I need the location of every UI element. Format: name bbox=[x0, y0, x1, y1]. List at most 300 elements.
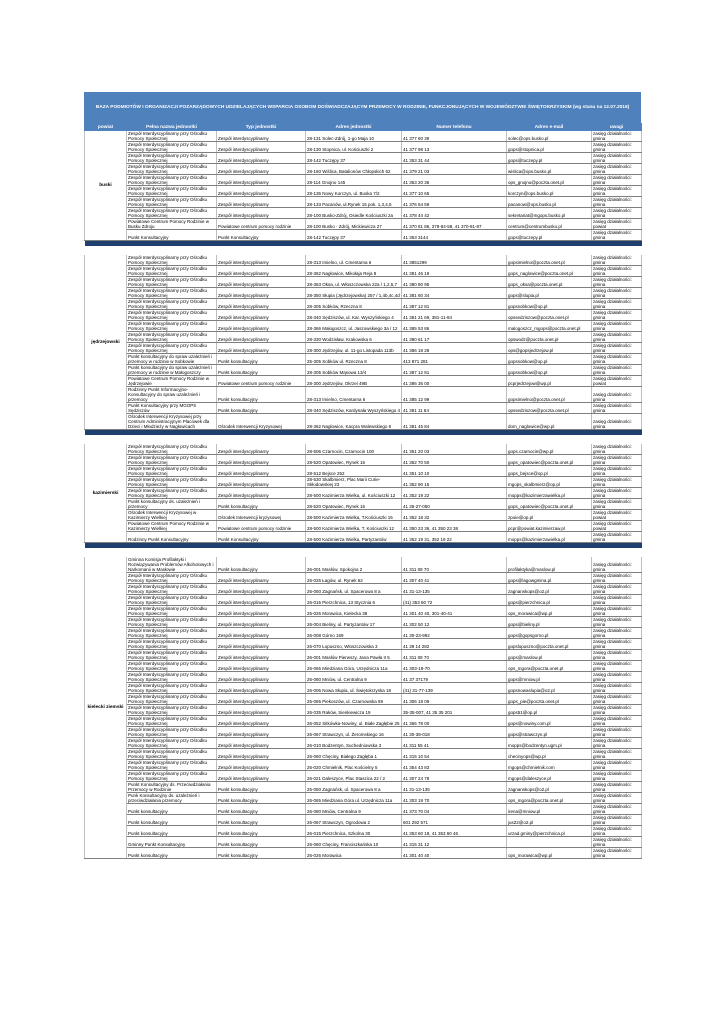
cell-notes: zasięg działalności: gmina bbox=[592, 782, 642, 793]
cell-email: gops51@op.pl bbox=[507, 705, 592, 716]
cell-address: 26-001 Masłów Pierwszy, Jana Pawła II 5 bbox=[306, 650, 402, 661]
cell-name: Zespół Interdyscyplinarny przy Ośrodku Pomocy Społecznej bbox=[127, 266, 217, 277]
group-gap bbox=[85, 246, 642, 255]
cell-name: Punkt Konsultacyjny ds. Przeciwdziałania Przemocy w Rodzinie bbox=[127, 782, 217, 793]
cell-notes: zasięg działalności: gmina bbox=[592, 354, 642, 365]
cell-name: Punkt konsultacyjny bbox=[127, 815, 217, 826]
cell-phone: 41 352 18 32 bbox=[402, 510, 507, 521]
cell-email: solec@ops.busko.pl bbox=[507, 131, 592, 142]
table-row bbox=[85, 716, 642, 727]
table-row bbox=[85, 628, 642, 639]
cell-powiat: buski bbox=[85, 131, 127, 241]
cell-type: Punkt Konsultacyjny bbox=[217, 230, 306, 241]
cell-email: gopsimielno@poczta.onet.pl bbox=[507, 255, 592, 266]
cell-notes: zasięg działalności: gmina bbox=[592, 793, 642, 804]
cell-address: 26-065 Piekoszów, ul. Czarnowska 59 bbox=[306, 694, 402, 705]
cell-address: 28-520 Opatowiec, Rynek 16 bbox=[306, 499, 402, 510]
cell-email: wislica@ops.busko.pl bbox=[507, 164, 592, 175]
cell-email: zpoie@op.pl bbox=[507, 510, 592, 521]
cell-email: mgops@chmielnik.com bbox=[507, 760, 592, 771]
cell-notes: zasięg działalności: gmina bbox=[592, 403, 642, 414]
cell-notes: zasięg działalności: gmina bbox=[592, 837, 642, 848]
cell-notes: zasięg działalności: gmina bbox=[592, 321, 642, 332]
cell-name: Zespół Interdyscyplinarny przy Ośrodku Pomocy Społecznej bbox=[127, 771, 217, 782]
cell-name: Zespół Interdyscyplinarny przy Ośrodku Pomocy Społecznej bbox=[127, 455, 217, 466]
cell-notes: zasięg działalności: gmina bbox=[592, 727, 642, 738]
header-address: Adres jednostki bbox=[306, 124, 402, 131]
cell-notes: zasięg działalności: powiat bbox=[592, 521, 642, 532]
cell-email: gops@tuczepy.pl bbox=[507, 153, 592, 164]
cell-type: Zespół interdyscyplinarny bbox=[217, 321, 306, 332]
cell-type: Zespół interdyscyplinarny bbox=[217, 650, 306, 661]
cell-email: gops@tuczepy.pl bbox=[507, 230, 592, 241]
cell-notes: zasięg działalności: gmina bbox=[592, 628, 642, 639]
cell-phone: (41) 353 60 72 bbox=[402, 595, 507, 606]
table-row bbox=[85, 639, 642, 650]
cell-phone: 41 306 18 09 bbox=[402, 694, 507, 705]
cell-type: Ośrodek Interwencji kryzysowej bbox=[217, 510, 306, 521]
table-row bbox=[85, 532, 642, 543]
cell-phone: 41 303 19 70 bbox=[402, 793, 507, 804]
cell-notes: zasięg działalności: powiat bbox=[592, 219, 642, 230]
cell-type: Zespół interdyscyplinarny bbox=[217, 466, 306, 477]
table-row bbox=[85, 727, 642, 738]
cell-address: 28-133 Pacanów, ul.Rynek 15 pok. 1,3,4,5 bbox=[306, 197, 402, 208]
table-row bbox=[85, 584, 642, 595]
cell-notes: zasięg działalności: gmina bbox=[592, 499, 642, 510]
cell-type: Zespół interdyscyplinarny bbox=[217, 153, 306, 164]
table-row bbox=[85, 444, 642, 455]
cell-phone: 41 385 53 86 bbox=[402, 321, 507, 332]
cell-address: 26-006 Nowa Słupia, ul. Świętokrzyska 18 bbox=[306, 683, 402, 694]
cell-notes: zasięg działalności: gmina bbox=[592, 387, 642, 403]
cell-name: Zespół Interdyscyplinarny przy Ośrodku Pomocy Społecznej bbox=[127, 584, 217, 595]
cell-name: Punkt konsultacyjny bbox=[127, 804, 217, 815]
cell-address: 28-366 Małogoszcz, ul. Jaszowskiego 3a / 12 bbox=[306, 321, 402, 332]
cell-email: gops@strawczyn.pl bbox=[507, 727, 592, 738]
cell-notes: zasięg działalności: gmina bbox=[592, 617, 642, 628]
cell-notes: zasięg działalności: gmina bbox=[592, 477, 642, 488]
cell-address: 28-100 Busko-Zdrój, Osiedle Kościuszki 2a bbox=[306, 208, 402, 219]
table-row bbox=[85, 837, 642, 848]
cell-address: 26-004 Bieliny, ul. Partyzantów 17 bbox=[306, 617, 402, 628]
cell-notes: zasięg działalności: gmina bbox=[592, 683, 642, 694]
cell-type: Zespół interdyscyplinarny bbox=[217, 716, 306, 727]
table-row bbox=[85, 804, 642, 815]
table-row bbox=[85, 288, 642, 299]
cell-name: Zespół Interdyscyplinarny przy Ośrodku Pomocy Społecznej bbox=[127, 672, 217, 683]
cell-phone: 41 311 08 70 bbox=[402, 650, 507, 661]
cell-notes: zasięg działalności: powiat bbox=[592, 376, 642, 387]
cell-email: gopslopuszno@poczta.onet.pl bbox=[507, 639, 592, 650]
cell-phone: 41 381 11 84 bbox=[402, 403, 507, 414]
cell-address: 26-050 Zagnańsk, ul. Spacerowa 8 a bbox=[306, 782, 402, 793]
cell-name: Gminny Punkt Konsultacyjny bbox=[127, 837, 217, 848]
cell-phone: 41 353 31 44 bbox=[402, 153, 507, 164]
cell-name: Zespół Interdyscyplinarny przy Ośrodku Pomocy Społecznej bbox=[127, 175, 217, 186]
cell-name: Zespół Interdyscyplinarny przy Ośrodku Pomocy Społecznej bbox=[127, 255, 217, 266]
cell-phone: 41 377 60 39 bbox=[402, 131, 507, 142]
cell-email: gopssobkow@op.pl bbox=[507, 354, 592, 365]
cell-notes: zasięg działalności: gmina bbox=[592, 466, 642, 477]
table-row bbox=[85, 230, 642, 241]
cell-type: Zespół interdyscyplinarny bbox=[217, 197, 306, 208]
cell-email: malogoszcz_mgops@poczta.onet.pl bbox=[507, 321, 592, 332]
cell-email: gops@bieliny.pl bbox=[507, 617, 592, 628]
cell-notes: zasięg działalności: gmina bbox=[592, 365, 642, 376]
cell-type: Zespół interdyscyplinarny bbox=[217, 186, 306, 197]
cell-type: Zespół interdyscyplinarny bbox=[217, 142, 306, 153]
cell-email: ops_morawica@wp.pl bbox=[507, 848, 592, 859]
table-row bbox=[85, 771, 642, 782]
cell-email: zagnanskops@o2.pl bbox=[507, 782, 592, 793]
cell-notes: zasięg działalności: gmina bbox=[592, 606, 642, 617]
header-notes: uwagi bbox=[592, 124, 642, 131]
cell-address: 28-362 Nagłowice, Kacpra Walewskiego 6 bbox=[306, 414, 402, 430]
cell-name: Zespół Interdyscyplinarny przy Ośrodku Pomocy Społecznej bbox=[127, 186, 217, 197]
cell-address: 28-512 Bejsce 252 bbox=[306, 466, 402, 477]
cell-notes: zasięg działalności: gmina bbox=[592, 175, 642, 186]
table-row bbox=[85, 255, 642, 266]
cell-phone: 41 378 44 42 bbox=[402, 208, 507, 219]
cell-email: opssedziszow@poczta.onet.pl bbox=[507, 403, 592, 414]
cell-notes: zasięg działalności: gmina bbox=[592, 716, 642, 727]
cell-notes: zasięg działalności: gmina bbox=[592, 488, 642, 499]
cell-type: Zespół interdyscyplinarny bbox=[217, 628, 306, 639]
table-row bbox=[85, 387, 642, 403]
table-row bbox=[85, 848, 642, 859]
table-row bbox=[85, 595, 642, 606]
cell-phone: 41 3851299 bbox=[402, 255, 507, 266]
table-row bbox=[85, 760, 642, 771]
cell-address: 26-021 Daleszyce, Plac Staszica 22 / 2 bbox=[306, 771, 402, 782]
cell-address: 28-363 Oksa, ul. Włoszczowska 22a / 1,2,5,7 bbox=[306, 277, 402, 288]
cell-notes: zasięg działalności: gmina bbox=[592, 595, 642, 606]
cell-type: Zespół interdyscyplinarny bbox=[217, 573, 306, 584]
cell-email: mopps@bodzentyn.ugm.pl bbox=[507, 738, 592, 749]
cell-phone: 41 370 81 86, 378-84-58, 41 370-81-87 bbox=[402, 219, 507, 230]
cell-name: Powiatowe Centrum Pomocy Rodzinie w Busku Zdroju bbox=[127, 219, 217, 230]
cell-notes: zasięg działalności: gmina bbox=[592, 694, 642, 705]
cell-email: gops@pierzchnica.pl bbox=[507, 595, 592, 606]
cell-name: Zespół Interdyscyplinarny przy Ośrodku Pomocy Społecznej bbox=[127, 142, 217, 153]
cell-address: 28-340 Sędziszów, ul. Kar. Wyszyńskiego 4 bbox=[306, 310, 402, 321]
cell-notes: zasięg działalności: gmina bbox=[592, 848, 642, 859]
cell-address: 26-015 Pierzchnica, 13 Stycznia 6 bbox=[306, 595, 402, 606]
cell-powiat: kielecki ziemski bbox=[85, 557, 127, 859]
cell-email: gops.czarnocin@wp.pl bbox=[507, 444, 592, 455]
cell-address: 28-313 Imielno, Cmentarna 6 bbox=[306, 387, 402, 403]
cell-type: Zespół interdyscyplinarny bbox=[217, 332, 306, 343]
cell-email: mgops_skalbmierz@op.pl bbox=[507, 477, 592, 488]
cell-phone: 41 30-23-992 bbox=[402, 628, 507, 639]
cell-name: Punkt konsultacyjny bbox=[127, 848, 217, 859]
cell-address: 28-362 Nagłowice, Mikołaja Reja 9 bbox=[306, 266, 402, 277]
cell-name: Zespół Interdyscyplinarny przy Ośrodku Pomocy Społecznej bbox=[127, 749, 217, 760]
cell-phone: 41 30-38-018 bbox=[402, 727, 507, 738]
cell-notes: zasięg działalności: gmina bbox=[592, 826, 642, 837]
table-row bbox=[85, 672, 642, 683]
cell-name: Zespół Interdyscyplinarny przy Ośrodku Pomocy Społecznej bbox=[127, 639, 217, 650]
cell-name: Punk Konsultacyjny ds. uzależnień i przeciwdziałania przemocy bbox=[127, 793, 217, 804]
cell-name: Punkt konsultacyjny do spraw uzależnień i przemocy w rodzinie w Małogoszczy bbox=[127, 365, 217, 376]
table-row bbox=[85, 197, 642, 208]
cell-phone: 41 315 10 54 bbox=[402, 749, 507, 760]
cell-address: 26-025 Łagów, ul. Rynek 62 bbox=[306, 573, 402, 584]
table-row bbox=[85, 354, 642, 365]
cell-phone: (41) 31-77-139 bbox=[402, 683, 507, 694]
cell-email: gopsimielno@poczta.onet.pl bbox=[507, 387, 592, 403]
cell-notes: zasięg działalności: gmina bbox=[592, 230, 642, 241]
cell-email: gops@mniow.pl bbox=[507, 672, 592, 683]
cell-phone: 601 292 571 bbox=[402, 815, 507, 826]
group-gap-cell bbox=[85, 435, 642, 444]
cell-notes: zasięg działalności: gmina bbox=[592, 771, 642, 782]
cell-phone: 41 311 08 70 bbox=[402, 557, 507, 573]
cell-phone: 41 31-13-135 bbox=[402, 584, 507, 595]
table-row bbox=[85, 414, 642, 430]
cell-name: Zespół Interdyscyplinarny przy Ośrodku Pomocy Społecznej bbox=[127, 164, 217, 175]
cell-type: Zespół interdyscyplinarny bbox=[217, 584, 306, 595]
cell-notes: zasięg działalności: gmina bbox=[592, 749, 642, 760]
cell-phone: 41 381 45 84 bbox=[402, 414, 507, 430]
table-row bbox=[85, 521, 642, 532]
cell-type: Zespół interdyscyplinarny bbox=[217, 595, 306, 606]
cell-email: gops_pie@poczta.onet.pl bbox=[507, 694, 592, 705]
table-row bbox=[85, 606, 642, 617]
cell-type: Zespół interdyscyplinarny bbox=[217, 488, 306, 499]
cell-address: 28-300 Jędrzejów, Okrzei 49B bbox=[306, 376, 402, 387]
cell-name: Zespół Interdyscyplinarny przy Ośrodku Pomocy Społecznej bbox=[127, 650, 217, 661]
table-row bbox=[85, 164, 642, 175]
cell-phone: 41 315 31 12 bbox=[402, 837, 507, 848]
cell-type: Punkt konsultacyjny bbox=[217, 848, 306, 859]
cell-name: Zespół Interdyscyplinarny przy Ośrodku Pomocy Społecznej bbox=[127, 208, 217, 219]
group-gap-cell bbox=[85, 246, 642, 255]
cell-email: pcpr@powiat.kazimierzaw.pl bbox=[507, 521, 592, 532]
cell-email: pacanow@ops.busko.pl bbox=[507, 197, 592, 208]
cell-notes: zasięg działalności: gmina bbox=[592, 650, 642, 661]
cell-email: ops_mgora@poczta.onet.pl bbox=[507, 661, 592, 672]
cell-notes: zasięg działalności: gmina bbox=[592, 288, 642, 299]
cell-address: 28-130 Stopnica, ul. Kościuszki 2 bbox=[306, 142, 402, 153]
cell-notes: zasięg działalności: gmina bbox=[592, 532, 642, 543]
cell-email: urzad.gminy@pierzchnica.pl bbox=[507, 826, 592, 837]
cell-type: Punkt konsultacyjny bbox=[217, 826, 306, 837]
cell-phone: 41 379 21 03 bbox=[402, 164, 507, 175]
table-row bbox=[85, 208, 642, 219]
cell-name: Zespół Interdyscyplinarny przy Ośrodku Pomocy Społecznej bbox=[127, 694, 217, 705]
cell-address: 25-305 Sobków ul. Rzeczna 8 bbox=[306, 354, 402, 365]
header-row bbox=[85, 124, 642, 131]
cell-address: 26-026 Morawica bbox=[306, 848, 402, 859]
cell-name: Zespół Interdyscyplinarny przy Ośrodku Pomocy Społecznej bbox=[127, 444, 217, 455]
cell-name: Punkt konsultacyjny ds. uzależnień i przemocy bbox=[127, 499, 217, 510]
cell-address: 28-500 Kazimierza Wielka, Partyzantów bbox=[306, 532, 402, 543]
table-row bbox=[85, 694, 642, 705]
table-row bbox=[85, 299, 642, 310]
cell-name: Gminna Komisja Profilaktyki i Rozwiązywania Problemów Alkoholowych i Narkomanii w Masłowie bbox=[127, 557, 217, 573]
cell-type: Zespół interdyscyplinarny bbox=[217, 727, 306, 738]
cell-name: Rodzinny Punkt Informacyjno-Konsultacyjny do spraw uzależnień i przemocy bbox=[127, 387, 217, 403]
table-row bbox=[85, 376, 642, 387]
cell-type: Zespół interdyscyplinarny bbox=[217, 477, 306, 488]
cell-email: irena@mniow.pl bbox=[507, 804, 592, 815]
cell-address: 28-506 Czarnocin, Czarnocin 100 bbox=[306, 444, 402, 455]
cell-notes: zasięg działalności: gmina bbox=[592, 455, 642, 466]
cell-type: Zespół interdyscyplinarny bbox=[217, 299, 306, 310]
cell-phone: 41 31-13-135 bbox=[402, 782, 507, 793]
cell-powiat: jędrzejowski bbox=[85, 255, 127, 430]
cell-type: Punkt konsultacyjny bbox=[217, 815, 306, 826]
table-row bbox=[85, 321, 642, 332]
cell-address: 26-008 Górno 169 bbox=[306, 628, 402, 639]
cell-name: Ośrodek Interwencji Kryzysowej przy Centrum Administracyjnym Placówek dla Dzieci i Młodzieży w Nagłowicach bbox=[127, 414, 217, 430]
cell-address: 28-305 Sobków Mąsowa 13/4 bbox=[306, 365, 402, 376]
cell-phone: 41 302 50 12 bbox=[402, 617, 507, 628]
cell-phone: 41 303-19-70 bbox=[402, 661, 507, 672]
cell-address: 28-520 Opatowiec, Rynek 16 bbox=[306, 455, 402, 466]
cell-notes: zasięg działalności: gmina bbox=[592, 310, 642, 321]
cell-email: dom_naglowice@wp.pl bbox=[507, 414, 592, 430]
cell-notes: zasięg działalności: gmina bbox=[592, 142, 642, 153]
cell-phone: 41 381 46 19 bbox=[402, 266, 507, 277]
table-row bbox=[85, 403, 642, 414]
cell-powiat: kazimierski bbox=[85, 444, 127, 543]
table-row bbox=[85, 573, 642, 584]
cell-phone: 41 387 12 81 bbox=[402, 299, 507, 310]
cell-email: gops_opatowiec@poczta.onet.pl bbox=[507, 499, 592, 510]
cell-address: 28-313 Imielno, ul. Cmentarna 6 bbox=[306, 255, 402, 266]
cell-phone: 413 871 281 bbox=[402, 354, 507, 365]
cell-address: 28-100 Busko - Zdrój, Mickiewicza 27 bbox=[306, 219, 402, 230]
cell-type: Zespół interdyscyplinarny bbox=[217, 131, 306, 142]
cell-type: Zespół interdyscyplinarny bbox=[217, 661, 306, 672]
cell-type: Powiatowe centrum pomocy rodzinie bbox=[217, 376, 306, 387]
table-row bbox=[85, 557, 642, 573]
header-email: Adres e-mail bbox=[507, 124, 592, 131]
cell-notes: zasięg działalności: gmina bbox=[592, 557, 642, 573]
cell-phone: 41 376 54 59 bbox=[402, 197, 507, 208]
cell-notes: zasięg działalności: gmina bbox=[592, 672, 642, 683]
header-name: Pełna nazwa jednostki bbox=[127, 124, 217, 131]
cell-phone: 41 353 3144 bbox=[402, 230, 507, 241]
table-row bbox=[85, 782, 642, 793]
cell-name: Zespół Interdyscyplinarny przy Ośrodku Pomocy Społecznej bbox=[127, 628, 217, 639]
cell-address: 28-160 Wiślica, Batalionów Chłopskich 62 bbox=[306, 164, 402, 175]
cell-type: Punkt konsultacyjny bbox=[217, 499, 306, 510]
table-row bbox=[85, 815, 642, 826]
cell-email: centrum@centrumbusko.pl bbox=[507, 219, 592, 230]
cell-type: Zespół interdyscyplinarny bbox=[217, 672, 306, 683]
cell-address: 28-500 Kazimierza Wielka, T.Kościuszki 15 bbox=[306, 510, 402, 521]
cell-phone: 41 307 24 78 bbox=[402, 771, 507, 782]
cell-email: gops_opatowiec@poczta.onet.pl bbox=[507, 455, 592, 466]
cell-phone: 35-35-007, 41 35 35 201 bbox=[402, 705, 507, 716]
cell-name: Zespół Interdyscyplinarny przy Ośrodku Pomocy Społecznej bbox=[127, 617, 217, 628]
table-row bbox=[85, 142, 642, 153]
cell-type: Zespół interdyscyplinarny bbox=[217, 164, 306, 175]
table-row bbox=[85, 310, 642, 321]
cell-address: 26-020 Chmielnik, Plac Kościelny 5 bbox=[306, 760, 402, 771]
cell-notes: zasięg działalności: gmina bbox=[592, 277, 642, 288]
cell-phone: 41 387 12 81 bbox=[402, 365, 507, 376]
cell-address: 28-500 Kazimierza Wielka, ul. Kościuszki 12 bbox=[306, 488, 402, 499]
cell-phone: 41 377 98 13 bbox=[402, 142, 507, 153]
cell-phone: 41 354 43 83 bbox=[402, 760, 507, 771]
cell-email: mgops@daleszyce.pl bbox=[507, 771, 592, 782]
cell-type: Zespół interdyscyplinarny bbox=[217, 266, 306, 277]
cell-phone: 41 307 40 41 bbox=[402, 573, 507, 584]
cell-type: Zespół interdyscyplinarny bbox=[217, 760, 306, 771]
cell-address: 28-300 Jędrzejów, ul. 11-go Listopada 113b bbox=[306, 343, 402, 354]
cell-phone: 41 350 23 36, 41 350 23 38 bbox=[402, 521, 507, 532]
cell-address: 28-350 Słupia (Jędrzejowska) 257 / 1,4b,4c,4d bbox=[306, 288, 402, 299]
cell-name: Zespół Interdyscyplinarny przy Ośrodku Pomocy Społecznej bbox=[127, 727, 217, 738]
cell-name: Zespół Interdyscyplinarny przy Ośrodku Pomocy Społecznej bbox=[127, 343, 217, 354]
cell-notes: zasięg działalności: gmina bbox=[592, 343, 642, 354]
cell-email: mopps@kazimierzawielka.pl bbox=[507, 488, 592, 499]
cell-notes: zasięg działalności: gmina bbox=[592, 186, 642, 197]
table-row bbox=[85, 477, 642, 488]
cell-phone: 41 352 19 31, 352 19 22 bbox=[402, 532, 507, 543]
cell-notes: zasięg działalności: gmina bbox=[592, 639, 642, 650]
cell-type: Powiatowe centrum pomocy rodzinie bbox=[217, 521, 306, 532]
cell-email: gops@slupia.pl bbox=[507, 288, 592, 299]
table-body bbox=[85, 131, 642, 859]
cell-email: gops@maslow.pl bbox=[507, 650, 592, 661]
cell-type: Punkt konsultacyjny bbox=[217, 557, 306, 573]
cell-address: 28-340 Sędziszów, Kardynała Wyszyńskiego 4 bbox=[306, 403, 402, 414]
cell-type: Punkt konsultacyjny bbox=[217, 354, 306, 365]
cell-phone: 41 301 40 40 bbox=[402, 848, 507, 859]
cell-notes: zasięg działalności: gmina bbox=[592, 584, 642, 595]
cell-address: 28-530 Skalbmierz, Plac Marii Curie-Skłodowskiej 23 bbox=[306, 477, 402, 488]
cell-phone: 41 351 20 03 bbox=[402, 444, 507, 455]
cell-notes: zasięg działalności: gmina bbox=[592, 255, 642, 266]
cell-type: Zespół interdyscyplinarny bbox=[217, 606, 306, 617]
cell-phone: 41 352 90 15 bbox=[402, 477, 507, 488]
cell-type: Zespół interdyscyplinarny bbox=[217, 444, 306, 455]
cell-notes: zasięg działalności: gmina bbox=[592, 208, 642, 219]
cell-type: Ośrodek Interwencji Kryzysowej bbox=[217, 414, 306, 430]
cell-address: 26-060 Chęciny, Białego Zagłęba 1 bbox=[306, 749, 402, 760]
cell-address: 28-330 Wodzisław, Krakowska 6 bbox=[306, 332, 402, 343]
cell-phone: 41 353 20 36 bbox=[402, 175, 507, 186]
header-powiat: powiat bbox=[85, 124, 127, 131]
cell-type: Punkt konsultacyjny bbox=[217, 365, 306, 376]
cell-name: Powiatowe Centrum Pomocy Rodzinie w Jędrzejowie bbox=[127, 376, 217, 387]
cell-email: gops@gopsgorno.pl bbox=[507, 628, 592, 639]
cell-phone: 41 381 60 34 bbox=[402, 288, 507, 299]
table-row bbox=[85, 793, 642, 804]
table-row bbox=[85, 131, 642, 142]
table-row bbox=[85, 499, 642, 510]
table-row bbox=[85, 650, 642, 661]
cell-email: ops_morawica@wp.pl bbox=[507, 606, 592, 617]
cell-type: Zespół interdyscyplinarny bbox=[217, 455, 306, 466]
cell-phone: 41 35-27-050 bbox=[402, 499, 507, 510]
cell-type: Zespół interdyscyplinarny bbox=[217, 705, 306, 716]
table-row bbox=[85, 510, 642, 521]
cell-type: Zespół interdyscyplinarny bbox=[217, 255, 306, 266]
cell-name: Zespół Interdyscyplinarny przy Ośrodku Pomocy Społecznej bbox=[127, 153, 217, 164]
spreadsheet bbox=[84, 92, 641, 859]
cell-email: gops@lagowgmina.pl bbox=[507, 573, 592, 584]
cell-name: Punkt Konsultacyjny przy MGOPS Sędziszów bbox=[127, 403, 217, 414]
cell-notes: zasięg działalności: gmina bbox=[592, 299, 642, 310]
cell-type: Punkt konsultacyjny bbox=[217, 782, 306, 793]
